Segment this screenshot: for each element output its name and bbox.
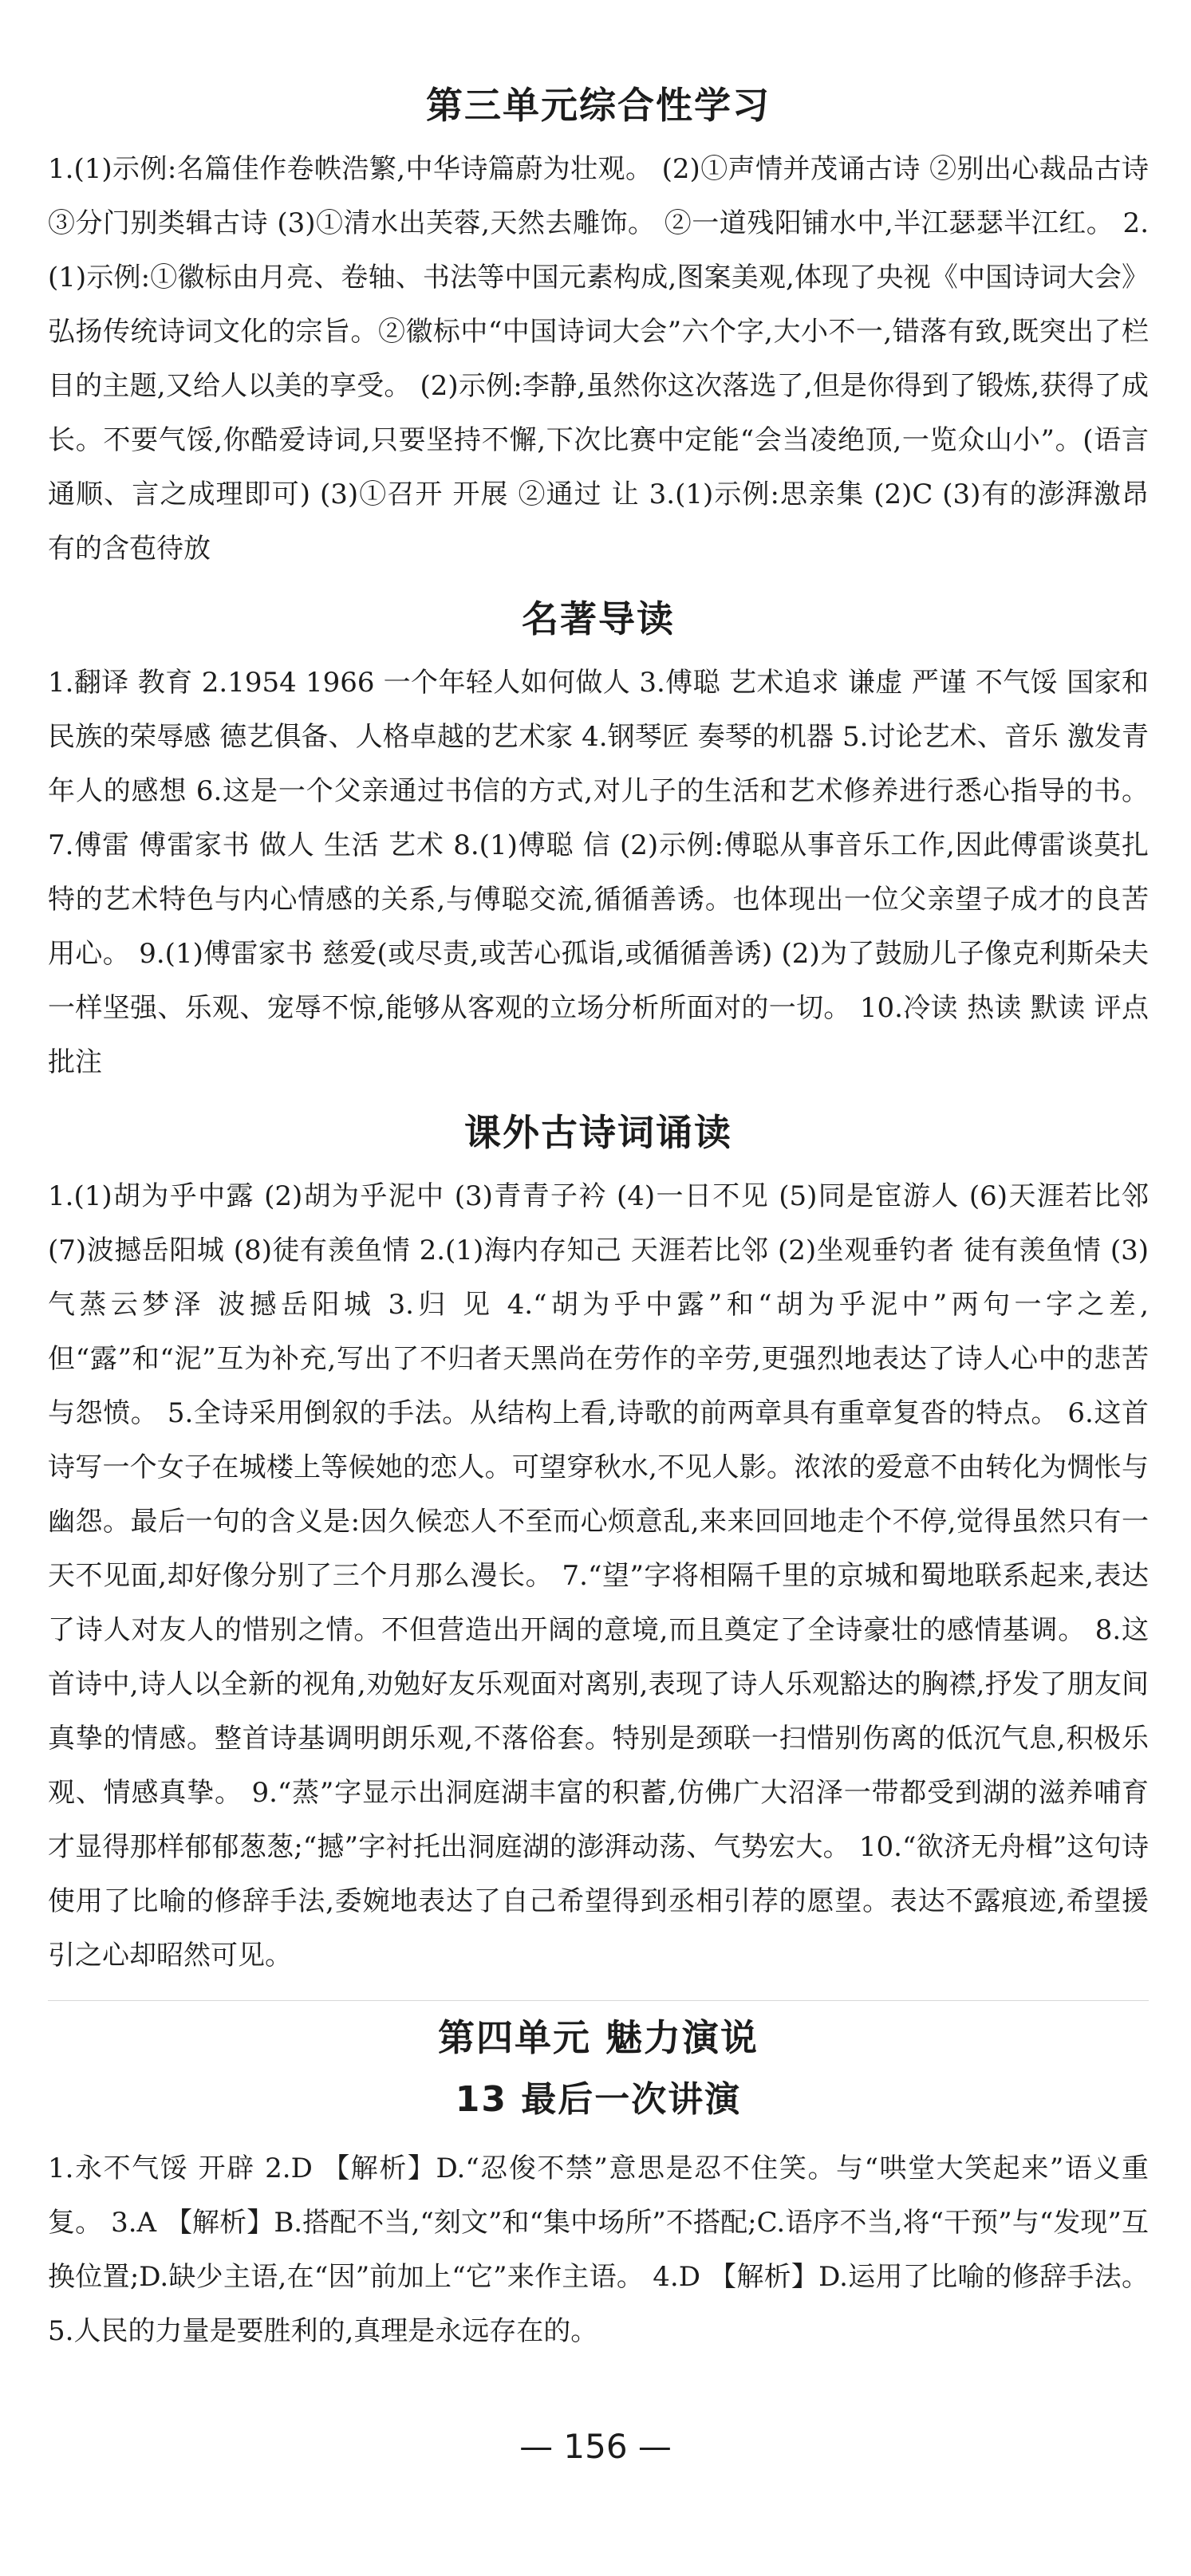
section-text: 1.永不气馁 开辟 2.D 【解析】D.“忍俊不禁”意思是忍不住笑。与“哄堂大笑起来”语义重复。 3.A 【解析】B.搭配不当,“刻文”和“集中场所”不搭配;C.语序不当,将“干预”与“发现”互换位置;D.缺少主语,在“因”前加上“它”来作主语。 4.D 【解析】D.运用了比喻的修辞手法。 5.人民的力量是要胜利的,真理是永远存在的。 — [48, 2153, 1149, 2347]
section-text: 1.(1)示例:名篇佳作卷帙浩繁,中华诗篇蔚为壮观。 (2)①声情并茂诵古诗 ②别出心裁品古诗 ③分门别类辑古诗 (3)①清水出芙蓉,天然去雕饰。 ②一道残阳铺水中,半江瑟瑟半江红。 2.(1)示例:①徽标由月亮、卷轴、书法等中国元素构成,图案美观,体现了央视《中国诗词大会》弘扬传统诗词文化的宗旨。②徽标中“中国诗词大会”六个字,大小不一,错落有致,既突出了栏目的主题,又给人以美的享受。 (2)示例:李静,虽然你这次落选了,但是你得到了锻炼,获得了成长。不要气馁,你酷爱诗词,只要坚持不懈,下次比赛中定能“会当凌绝顶,一览众山小”。(语言通顺、言之成理即可) (3)①召开 开展 ②通过 让 3.(1)示例:思亲集 (2)C (3)有的澎湃激昂 有的含苞待放 — [48, 153, 1149, 565]
unit-title: 第四单元 魅力演说 — [437, 2016, 759, 2059]
section-unit3-comprehensive — [48, 80, 1149, 576]
section-text: 1.(1)胡为乎中露 (2)胡为乎泥中 (3)青青子衿 (4)一日不见 (5)同是宦游人 (6)天涯若比邻 (7)波撼岳阳城 (8)徒有羡鱼情 2.(1)海内存知己 天涯若比邻 (2)坐观垂钓者 徒有羡鱼情 (3)气蒸云梦泽 波撼岳阳城 3.归 见 4.“胡为乎中露”和“胡为乎泥中”两句一字之差,但“露”和“泥”互为补充,写出了不归者天黑尚在劳作的辛劳,更强烈地表达了诗人心中的悲苦与怨愤。 5.全诗采用倒叙的手法。从结构上看,诗歌的前两章具有重章复沓的特点。 6.这首诗写一个女子在城楼上等候她的恋人。可望穿秋水,不见人影。浓浓的爱意不由转化为惆怅与幽怨。最后一句的含义是:因久候恋人不至而心烦意乱,来来回回地走个不停,觉得虽然只有一天不见面,却好像分别了三个月那么漫长。 7.“望”字将相隔千里的京城和蜀地联系起来,表达了诗人对友人的惜别之情。不但营造出开阔的意境,而且奠定了全诗豪壮的感情基调。 8.这首诗中,诗人以全新的视角,劝勉好友乐观面对离别,表现了诗人乐观豁达的胸襟,抒发了朋友间真挚的情感。整首诗基调明朗乐观,不落俗套。特别是颈联一扫惜别伤离的低沉气息,积极乐观、情感真挚。 9.“蒸”字显示出洞庭湖丰富的积蓄,仿佛广大沼泽一带都受到湖的滋养哺育才显得那样郁郁葱葱;“撼”字衬托出洞庭湖的澎湃动荡、气势宏大。 10.“欲济无舟楫”这句诗使用了比喻的修辞手法,委婉地表达了自己希望得到丞相引荐的愿望。表达不露痕迹,希望援引之心却昭然可见。 — [48, 1180, 1149, 1971]
answer-page — [48, 80, 1149, 2376]
section-classic-reading-guide — [48, 593, 1149, 1089]
section-title: 名著导读 — [522, 597, 675, 640]
page-number: — 156 — — [519, 2427, 672, 2466]
lesson-title: 13 最后一次讲演 — [455, 2079, 742, 2120]
section-text: 1.翻译 教育 2.1954 1966 一个年轻人如何做人 3.傅聪 艺术追求 谦虚 严谨 不气馁 国家和民族的荣辱感 德艺俱备、人格卓越的艺术家 4.钢琴匠 奏琴的机器 5.讨论艺术、音乐 激发青年人的感想 6.这是一个父亲通过书信的方式,对儿子的生活和艺术修养进行悉心指导的书。 7.傅雷 傅雷家书 做人 生活 艺术 8.(1)傅聪 信 (2)示例:傅聪从事音乐工作,因此傅雷谈莫扎特的艺术特色与内心情感的关系,与傅聪交流,循循善诱。也体现出一位父亲望子成才的良苦用心。 9.(1)傅雷家书 慈爱(或尽责,或苦心孤诣,或循循善诱) (2)为了鼓励儿子像克利斯朵夫一样坚强、乐观、宠辱不惊,能够从客观的立场分析所面对的一切。 10.冷读 热读 默读 评点批注 — [48, 667, 1149, 1078]
section-extra-poetry-reading — [48, 1107, 1149, 1983]
section-unit4-speech — [48, 2012, 1149, 2358]
section-title: 第三单元综合性学习 — [426, 84, 771, 127]
section-divider — [48, 2000, 1149, 2001]
section-title: 课外古诗词诵读 — [464, 1111, 732, 1154]
